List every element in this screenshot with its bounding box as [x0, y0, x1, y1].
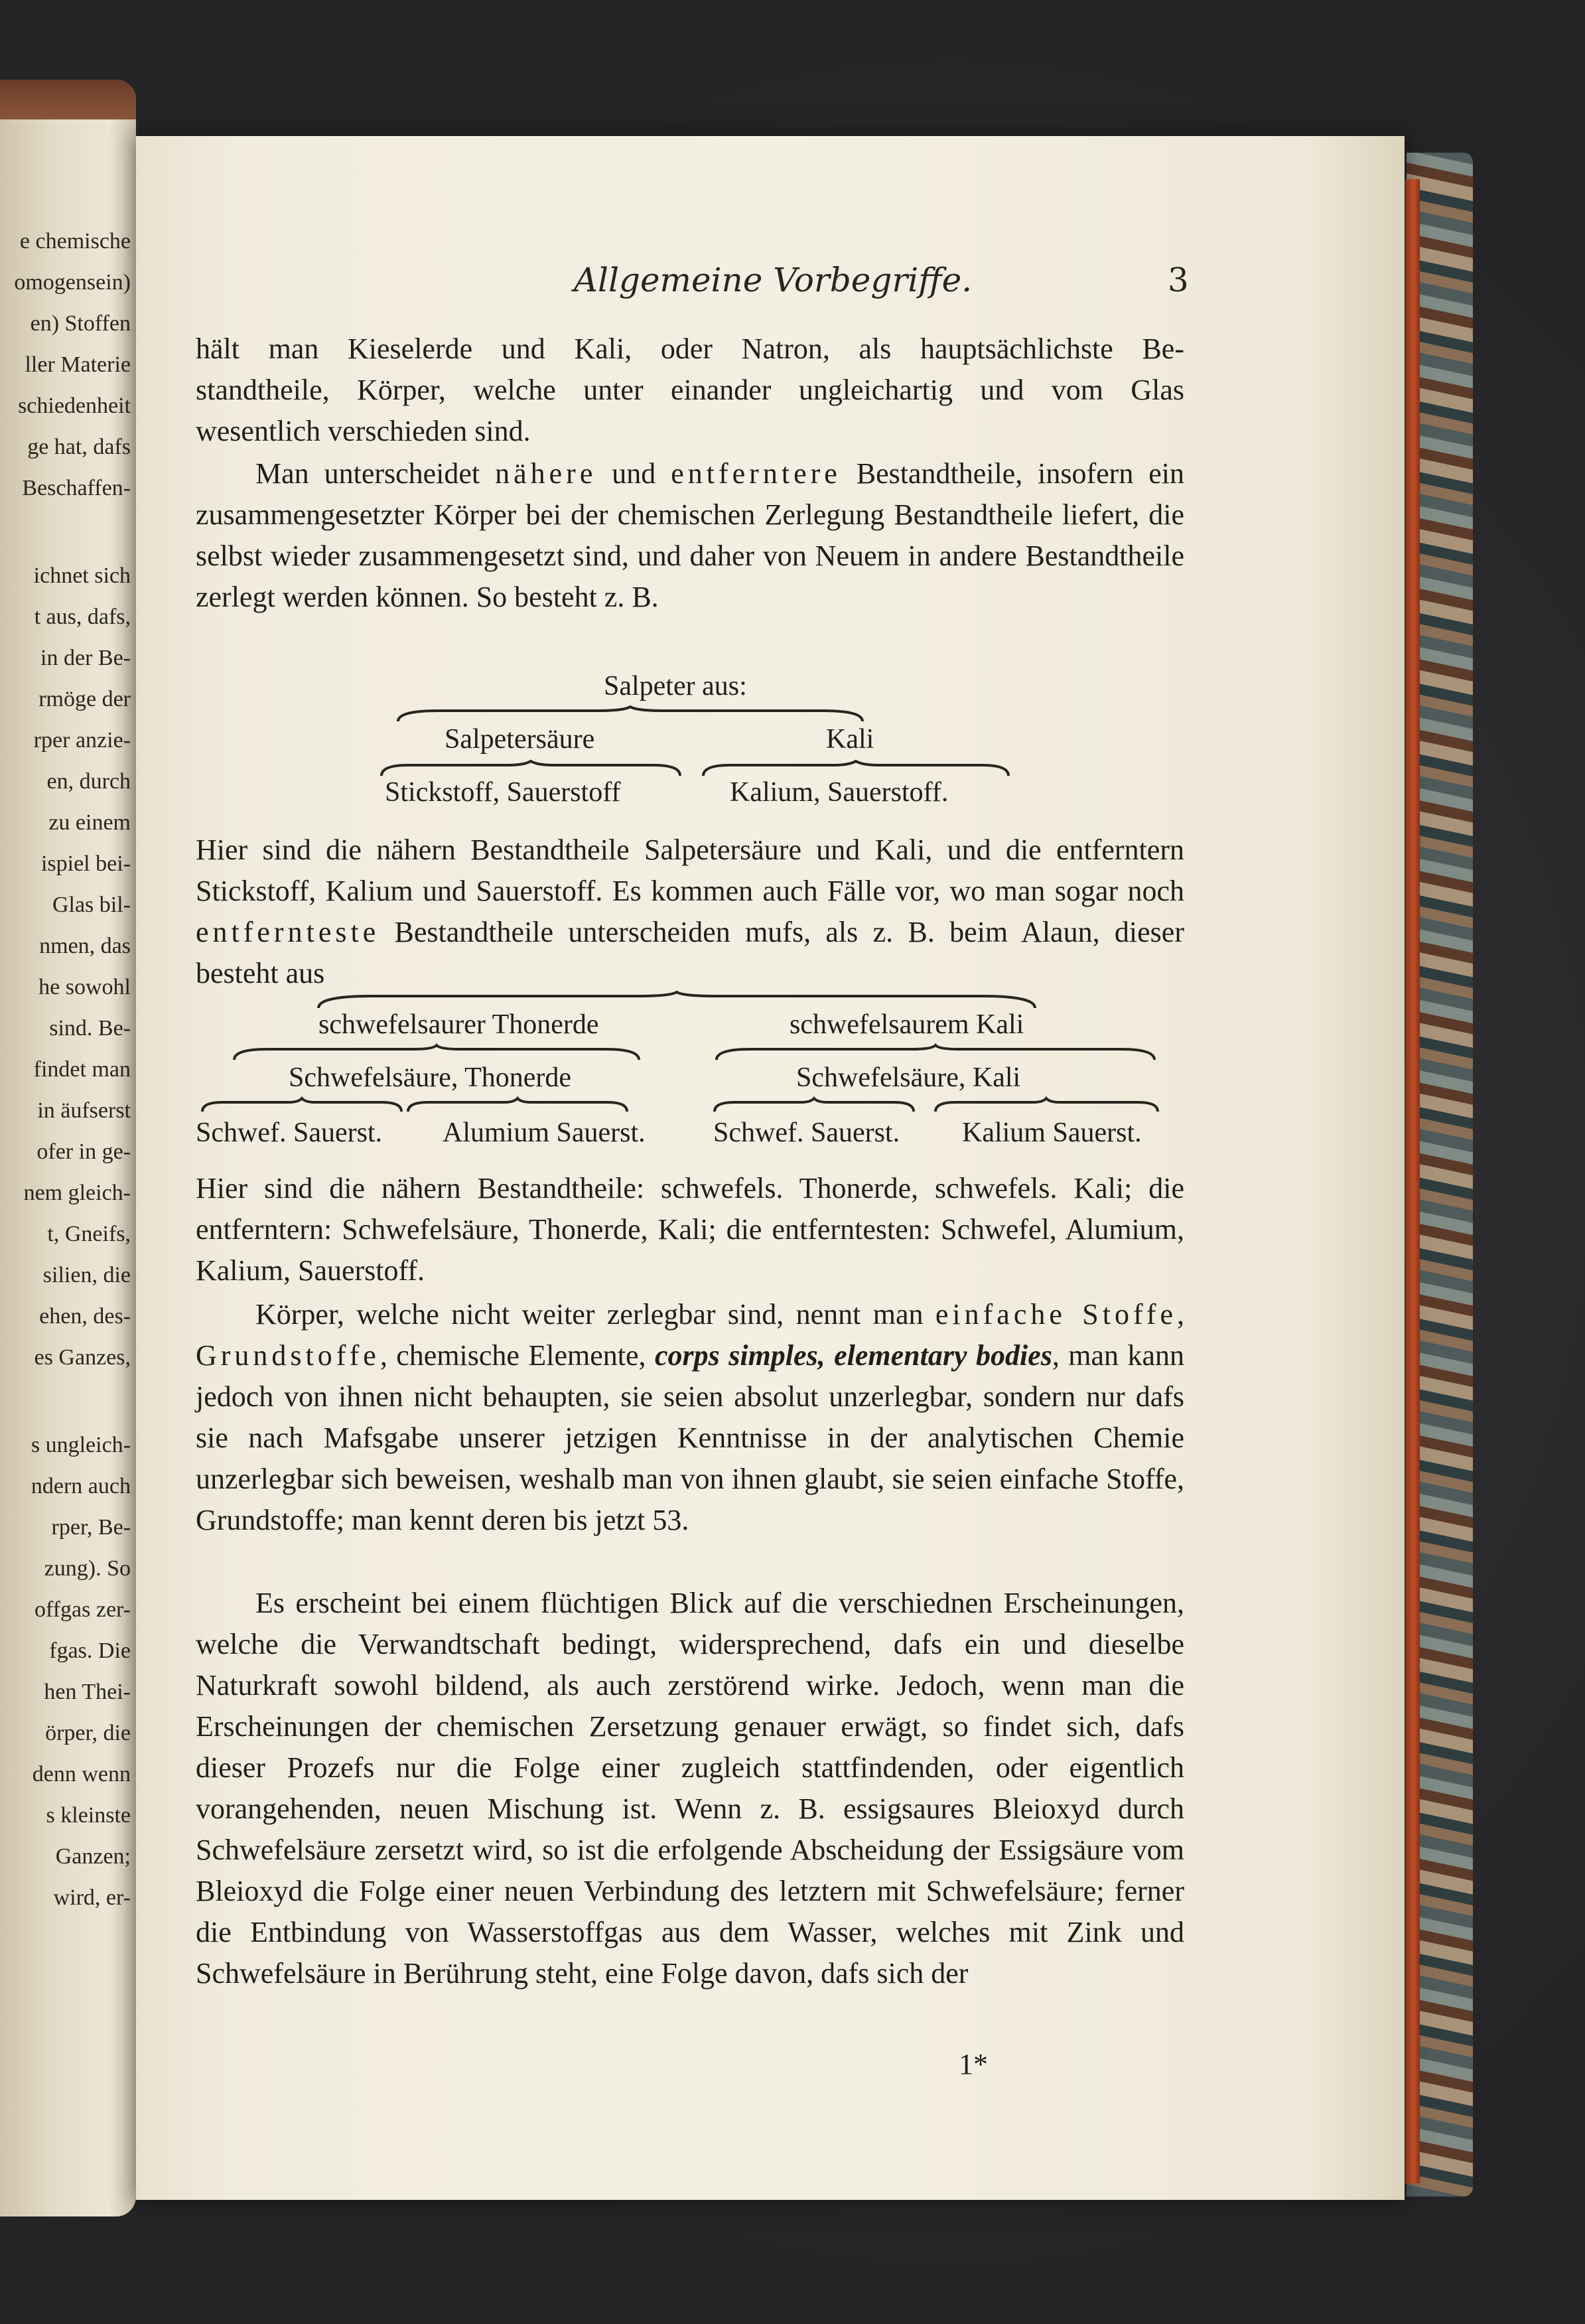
- diagram-schwefelsaeure-thonerde: Schwefelsäure, Thonerde: [289, 1062, 572, 1093]
- italic-term: corps simples, elementary bodies: [655, 1339, 1052, 1372]
- left-page-line: rper anzie-: [33, 728, 131, 753]
- text-run: Hier sind die nähern Bestandtheile Salpetersäure und Kali, und die entferntern Stickstoff, Kalium und Sauerstoff. Es kommen auch Fälle vor, wo man sogar noch: [196, 834, 1184, 907]
- left-page-line: sind. Be-: [49, 1016, 131, 1041]
- left-page-line: rper, Be-: [51, 1515, 131, 1540]
- left-page-line: en) Stoffen: [30, 311, 131, 336]
- left-page: [0, 80, 136, 2216]
- page-number: 3: [1168, 261, 1189, 299]
- left-page-line: en, durch: [46, 769, 131, 794]
- spaced-term: entfernteste: [196, 916, 380, 948]
- diagram-alumium-sauerst: Alumium Sauerst.: [443, 1118, 646, 1148]
- diagram-kalium-sauerst: Kalium Sauerst.: [962, 1118, 1142, 1148]
- text-run: , chemische Elemente,: [379, 1339, 655, 1372]
- left-page-line: e chemische: [19, 229, 131, 254]
- red-edge: [1405, 179, 1420, 2183]
- paragraph-3: [196, 830, 1184, 994]
- text-line: wesentlich verschieden sind.: [196, 415, 531, 447]
- paragraph-2: [196, 453, 1184, 618]
- text-run: Bestandtheile unterscheiden mufs, als z. B. beim Alaun, dieser besteht aus: [196, 916, 1184, 989]
- text-run: und: [596, 457, 671, 490]
- left-page-line: nmen, das: [39, 934, 131, 958]
- text-run: Körper, welche nicht weiter zerlegbar sind, nennt man: [255, 1298, 935, 1331]
- spaced-term: entferntere: [671, 457, 841, 490]
- left-page-line: Ganzen;: [55, 1844, 131, 1869]
- left-page-line: Glas bil-: [52, 893, 131, 917]
- brace: [408, 1098, 627, 1116]
- left-page-line: offgas zer-: [34, 1597, 131, 1622]
- left-page-line: zu einem: [48, 810, 131, 835]
- left-page-line: hen Thei-: [44, 1680, 131, 1704]
- text-block: Es erscheint bei einem flüchtigen Blick auf die verschiednen Erscheinungen, welche die Verwandtschaft bedingt, widersprechend, dafs ein und dieselbe Naturkraft sowohl bildend, als auch zerstörend wirke. Jedoch, wenn man die Erscheinungen der chemischen Zersetzung genauer erwägt, so findet sich, dafs dieser Prozefs nur die Folge einer zugleich stattfindenden, oder eigentlich vorangehenden, neuen Mischung ist. Wenn z. B. essigsaures Bleioxyd durch Schwefelsäure zersetzt wird, so ist die erfolgende Abscheidung der Essigsäure vom Bleioxyd die Folge einer neuen Verbindung des letztern mit Schwefelsäure; ferner die Entbindung von Wasserstoffgas aus dem Wasser, welches mit Zink und Schwefelsäure in Berührung steht, eine Folge davon, dafs sich der: [196, 1587, 1184, 1990]
- paragraph-6: [196, 1583, 1184, 1994]
- diagram-stickstoff: Stickstoff, Sauerstoff: [385, 777, 621, 808]
- left-page-line: ispiel bei-: [40, 851, 131, 876]
- left-page-line: zung). So: [44, 1556, 131, 1581]
- brace: [715, 1098, 914, 1116]
- text-line: standtheile, Körper, welche unter einander ungleichartig und vom Glas: [196, 374, 1184, 406]
- left-page-line: rmöge der: [38, 687, 131, 711]
- left-page-line: Beschaffen-: [22, 476, 131, 500]
- left-page-line: in der Be-: [40, 646, 131, 670]
- left-page-line: ichnet sich: [33, 563, 131, 588]
- cover-edge: [0, 80, 136, 119]
- paragraph-5: [196, 1294, 1184, 1541]
- left-page-line: ndern auch: [31, 1474, 131, 1498]
- left-page-line: ofer in ge-: [36, 1139, 131, 1164]
- text-run: ,: [1177, 1298, 1184, 1331]
- left-page-line: ge hat, dafs: [27, 435, 131, 459]
- text-block: Hier sind die nähern Bestandtheile: schwefels. Thonerde, schwefels. Kali; die entferntern: Schwefelsäure, Thonerde, Kali; die entferntesten: Schwefel, Alumium, Kalium, Sauerstoff.: [196, 1172, 1184, 1287]
- left-page-line: s ungleich-: [31, 1433, 131, 1457]
- left-page-line: wird, er-: [53, 1885, 131, 1910]
- left-page-line: findet man: [33, 1057, 131, 1082]
- diagram-salpeter-title: Salpeter aus:: [604, 671, 747, 701]
- left-page-line: he sowohl: [38, 975, 131, 999]
- spaced-term: Grundstoffe: [196, 1339, 380, 1372]
- spaced-term: einfache Stoffe: [935, 1298, 1177, 1331]
- brace: [202, 1098, 401, 1116]
- left-page-line: örper, die: [45, 1721, 131, 1745]
- left-page-line: t aus, dafs,: [34, 605, 131, 629]
- text-run: , man kann jedoch von ihnen nicht behaupten, sie seien absolut unzerlegbar, sondern nur dafs sie nach Mafsgabe unserer jetzigen Kenntnisse in der analytischen Chemie unzerlegbar sich beweisen, weshalb man von ihnen glaubt, sie seien einfache Stoffe, Grundstoffe; man kennt deren bis jetzt 53.: [196, 1339, 1184, 1536]
- left-page-line: ller Materie: [25, 352, 131, 377]
- diagram-schwef-sauerst: Schwef. Sauerst.: [196, 1118, 383, 1148]
- left-page-line: nem gleich-: [23, 1181, 131, 1205]
- diagram-schwefelsaurem-kali: schwefelsaurem Kali: [790, 1009, 1024, 1040]
- text-run: Man unterscheidet: [255, 457, 496, 490]
- left-page-line: ehen, des-: [39, 1304, 131, 1329]
- left-page-line: omogensein): [14, 270, 131, 295]
- book-page: [136, 136, 1405, 2200]
- brace: [935, 1098, 1158, 1116]
- left-page-line: silien, die: [42, 1263, 131, 1287]
- running-head: Allgemeine Vorbegriffe.: [573, 261, 973, 299]
- brace: [717, 1045, 1154, 1064]
- signature-mark: 1*: [959, 2048, 988, 2080]
- diagram-schwefelsaeure-kali: Schwefelsäure, Kali: [796, 1062, 1021, 1093]
- left-page-line: fgas. Die: [49, 1638, 131, 1663]
- brace: [234, 1045, 639, 1064]
- text-run: Bestandtheile, insofern ein zusammengesetzter Körper bei der chemischen Zerlegung Bestandtheile liefert, die selbst wieder zusammengesetzt sind, und daher von Neuem in andere Bestandtheile zerlegt werden können. So besteht z. B.: [196, 457, 1185, 613]
- diagram-schwefelsaurer-thonerde: schwefelsaurer Thonerde: [318, 1009, 599, 1040]
- left-page-line: in äufserst: [37, 1098, 131, 1123]
- diagram-kalium: Kalium, Sauerstoff.: [730, 777, 949, 808]
- diagram-kali: Kali: [826, 724, 874, 755]
- diagram-schwef-sauerst-2: Schwef. Sauerst.: [713, 1118, 900, 1148]
- left-page-line: t, Gneifs,: [47, 1222, 131, 1246]
- spaced-term: nähere: [495, 457, 597, 490]
- left-page-line: schiedenheit: [18, 394, 131, 418]
- diagram-salpetersaeure: Salpetersäure: [445, 724, 595, 755]
- paragraph-1: [196, 328, 1184, 452]
- text-line: hält man Kieselerde und Kali, oder Natron, als hauptsächlichste Be-: [196, 332, 1184, 365]
- paragraph-4: [196, 1168, 1184, 1291]
- left-page-line: denn wenn: [32, 1762, 131, 1786]
- left-page-line: s kleinste: [46, 1803, 131, 1828]
- left-page-line: es Ganzes,: [34, 1345, 131, 1370]
